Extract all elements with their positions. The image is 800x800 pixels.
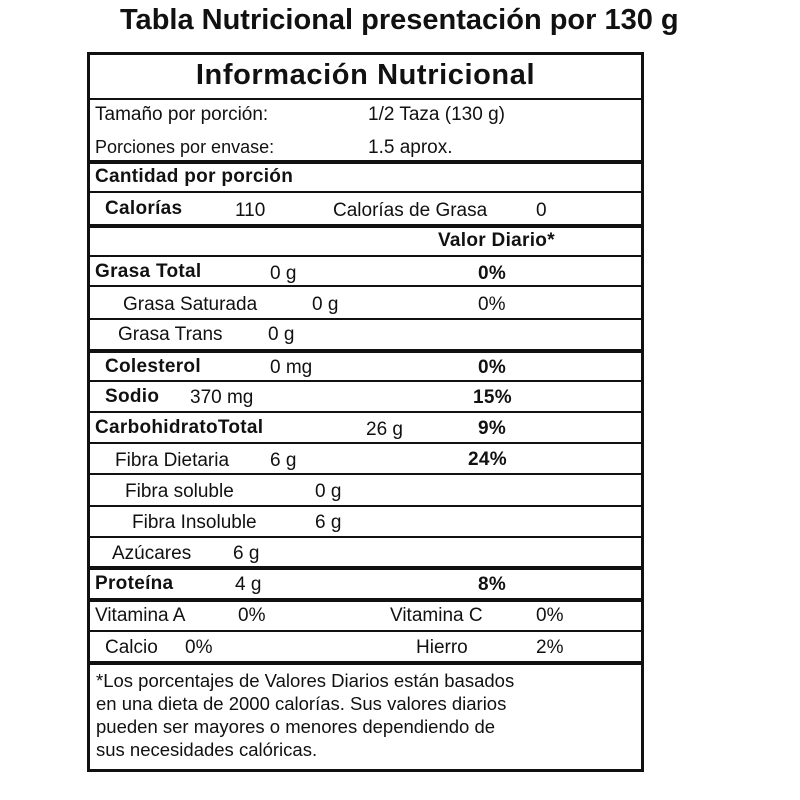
nutrient-amount: 6 g [315, 512, 342, 533]
vitamin-value: 0% [536, 605, 564, 626]
nutrient-name: Azúcares [112, 543, 192, 564]
divider [90, 224, 641, 228]
nutrient-name: Fibra Dietaria [115, 450, 230, 471]
label-title: Información Nutricional [195, 59, 536, 91]
nutrient-name: Grasa Trans [118, 324, 223, 345]
servings-value: 1.5 aprox. [368, 137, 453, 158]
divider [90, 285, 641, 287]
nutrient-dv: 15% [473, 387, 512, 408]
nutrient-dv: 9% [478, 418, 507, 439]
footnote-line: pueden ser mayores o menores dependiendo de [96, 716, 496, 737]
divider [90, 318, 641, 320]
divider [90, 380, 641, 382]
divider [90, 505, 641, 507]
nutrient-name: Grasa Saturada [123, 294, 258, 315]
serving-size-label: Tamaño por porción: [95, 104, 269, 125]
calories-label: Calorías [105, 198, 183, 219]
nutrient-amount: 26 g [366, 419, 403, 440]
page-title: Tabla Nutricional presentación por 130 g [120, 4, 679, 36]
footnote-line: sus necesidades calóricas. [96, 739, 318, 760]
divider [90, 442, 641, 444]
nutrient-amount: 370 mg [190, 387, 254, 408]
divider [90, 598, 641, 602]
nutrient-dv: 0% [478, 294, 506, 315]
nutrient-dv: 24% [468, 449, 507, 470]
vitamin-name: Calcio [105, 637, 158, 658]
nutrient-name: Colesterol [105, 356, 201, 377]
footnote-line: en una dieta de 2000 calorías. Sus valores diarios [96, 693, 507, 714]
vitamin-name: Vitamina A [95, 605, 186, 626]
vitamin-name: Hierro [416, 637, 468, 658]
divider [90, 255, 641, 257]
nutrient-dv: 0% [478, 263, 507, 284]
nutrition-facts-label [87, 52, 644, 772]
vitamin-value: 2% [536, 637, 564, 658]
nutrient-dv: 0% [478, 357, 507, 378]
vitamin-value: 0% [238, 605, 266, 626]
divider [90, 630, 641, 632]
nutrient-name: Grasa Total [95, 261, 202, 282]
calories-fat-label: Calorías de Grasa [333, 200, 488, 221]
nutrient-amount: 0 g [312, 294, 339, 315]
vitamin-name: Vitamina C [390, 605, 483, 626]
nutrient-name: Fibra soluble [125, 481, 234, 502]
servings-label: Porciones por envase: [95, 137, 275, 157]
divider [90, 160, 641, 164]
divider [90, 536, 641, 538]
divider [90, 661, 641, 665]
calories-value: 110 [235, 200, 266, 221]
footnote-line: *Los porcentajes de Valores Diarios están basados [96, 670, 515, 691]
nutrient-amount: 0 mg [270, 357, 313, 378]
serving-size-value: 1/2 Taza (130 g) [368, 104, 505, 125]
divider [90, 411, 641, 413]
amount-per-serving: Cantidad por porción [95, 166, 294, 187]
nutrient-dv: 8% [478, 574, 507, 595]
nutrient-name: CarbohidratoTotal [95, 417, 264, 438]
nutrient-amount: 6 g [270, 450, 297, 471]
calories-fat-value: 0 [536, 200, 547, 221]
divider [90, 191, 641, 193]
nutrient-amount: 0 g [315, 481, 342, 502]
nutrient-name: Proteína [95, 573, 174, 594]
daily-value-header: Valor Diario* [438, 230, 555, 251]
nutrient-amount: 0 g [268, 324, 295, 345]
footnote [96, 669, 635, 761]
nutrient-amount: 4 g [235, 574, 262, 595]
divider [90, 349, 641, 353]
divider [90, 566, 641, 570]
nutrient-name: Sodio [105, 386, 160, 407]
nutrient-amount: 6 g [233, 543, 260, 564]
nutrient-name: Fibra Insoluble [132, 512, 257, 533]
divider [90, 98, 641, 100]
divider [90, 473, 641, 475]
nutrient-amount: 0 g [270, 263, 297, 284]
vitamin-value: 0% [185, 637, 213, 658]
